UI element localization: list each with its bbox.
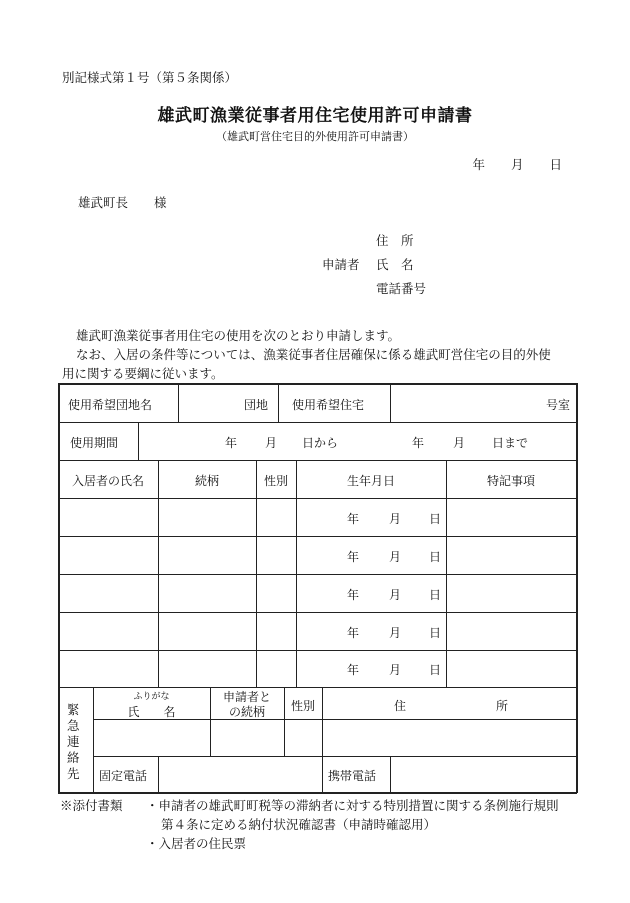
table-border-bottom	[58, 792, 577, 794]
header-gender: 性別	[263, 474, 288, 488]
birth-day-label: 日	[429, 588, 442, 602]
em-relation-label-1: 申請者と	[222, 690, 271, 704]
col-line	[178, 383, 179, 422]
landline-label: 固定電話	[99, 769, 148, 783]
period-from-month: 月	[265, 436, 278, 450]
col-line	[296, 460, 297, 687]
addressee-honorific: 様	[154, 195, 167, 210]
mobile-label: 携帯電話	[328, 769, 377, 783]
document-subtitle: （雄武町営住宅目的外使用許可申請書）	[216, 130, 414, 143]
em-address-label-2: 所	[496, 699, 509, 713]
birth-day-label: 日	[429, 626, 442, 640]
addressee-name: 雄武町長	[78, 195, 129, 210]
period-label: 使用期間	[70, 436, 119, 450]
header-relationship: 続柄	[194, 474, 219, 488]
document-title: 雄武町漁業従事者用住宅使用許可申請書	[157, 106, 473, 126]
em-name-label: 氏 名	[127, 705, 176, 719]
row-line	[58, 650, 577, 651]
attachment-item-1-line-1: ・申請者の雄武町町税等の滞納者に対する特別措置に関する条例施行規則	[146, 798, 559, 813]
col-line	[158, 460, 159, 687]
table-border-left	[58, 383, 60, 793]
col-line	[256, 460, 257, 687]
date-year-label: 年	[472, 157, 485, 172]
body-paragraph-line-3: 用に関する要綱に従います。	[62, 366, 224, 381]
birth-day-label: 日	[429, 550, 442, 564]
birth-day-label: 日	[429, 512, 442, 526]
birth-month-label: 月	[389, 550, 402, 564]
row-line	[58, 422, 577, 423]
period-from-day: 日から	[302, 436, 339, 450]
room-suffix: 号室	[546, 398, 571, 412]
complex-suffix: 団地	[244, 398, 269, 412]
attachments-label: ※添付書類	[60, 798, 123, 813]
em-gender-field[interactable]	[286, 721, 320, 754]
header-occupant-name: 入居者の氏名	[71, 474, 144, 488]
row-line	[58, 612, 577, 613]
col-line	[278, 383, 279, 422]
col-line	[158, 756, 159, 792]
row-line	[58, 574, 577, 575]
row-line	[58, 536, 577, 537]
applicant-address-label: 住 所	[376, 233, 414, 248]
col-line	[138, 422, 139, 460]
birth-year-label: 年	[347, 626, 360, 640]
col-line	[322, 687, 323, 792]
birth-year-label: 年	[347, 663, 360, 677]
emergency-contact-label: 緊急連絡先	[67, 702, 80, 781]
furigana-label: ふりがな	[133, 692, 170, 702]
form-number: 別記様式第１号（第５条関係）	[62, 70, 238, 85]
period-to-month: 月	[453, 436, 466, 450]
applicant-phone-label: 電話番号	[376, 281, 427, 296]
landline-field[interactable]	[160, 758, 320, 790]
header-remarks: 特記事項	[486, 474, 535, 488]
attachment-item-1-line-2: 第４条に定める納付状況確認書（申請時確認用）	[161, 817, 437, 832]
em-relation-field[interactable]	[212, 721, 282, 754]
col-line	[390, 383, 391, 422]
desired-complex-label: 使用希望団地名	[68, 398, 153, 412]
mobile-field[interactable]	[392, 758, 574, 790]
birth-year-label: 年	[347, 588, 360, 602]
em-address-label-1: 住	[394, 699, 407, 713]
date-month-label: 月	[510, 157, 524, 172]
col-line	[446, 460, 447, 687]
period-to-year: 年	[412, 436, 425, 450]
table-border-right	[576, 383, 578, 793]
applicant-name-label: 氏 名	[376, 257, 414, 272]
em-name-field[interactable]	[95, 721, 208, 754]
body-paragraph-line-1: 雄武町漁業従事者用住宅の使用を次のとおり申請します。	[76, 328, 401, 343]
birth-year-label: 年	[347, 512, 360, 526]
row-line	[93, 756, 577, 757]
row-line	[58, 498, 577, 499]
applicant-label: 申請者	[322, 257, 360, 272]
em-relation-label-2: の続柄	[228, 705, 265, 719]
birth-month-label: 月	[389, 588, 402, 602]
period-to-day: 日まで	[492, 436, 529, 450]
date-day-label: 日	[549, 157, 562, 172]
birth-month-label: 月	[389, 626, 402, 640]
birth-day-label: 日	[429, 663, 442, 677]
row-line	[58, 687, 577, 688]
em-gender-label: 性別	[290, 699, 315, 713]
birth-month-label: 月	[389, 512, 402, 526]
col-line	[390, 756, 391, 792]
row-line	[58, 460, 577, 461]
em-address-field[interactable]	[324, 721, 574, 754]
desired-house-label: 使用希望住宅	[292, 398, 365, 412]
body-paragraph-line-2: なお、入居の条件等については、漁業従事者住居確保に係る雄武町営住宅の目的外使	[76, 347, 551, 362]
period-from-year: 年	[225, 436, 238, 450]
header-birthdate: 生年月日	[346, 474, 395, 488]
attachment-item-2: ・入居者の住民票	[146, 836, 247, 851]
birth-year-label: 年	[347, 550, 360, 564]
birth-month-label: 月	[389, 663, 402, 677]
